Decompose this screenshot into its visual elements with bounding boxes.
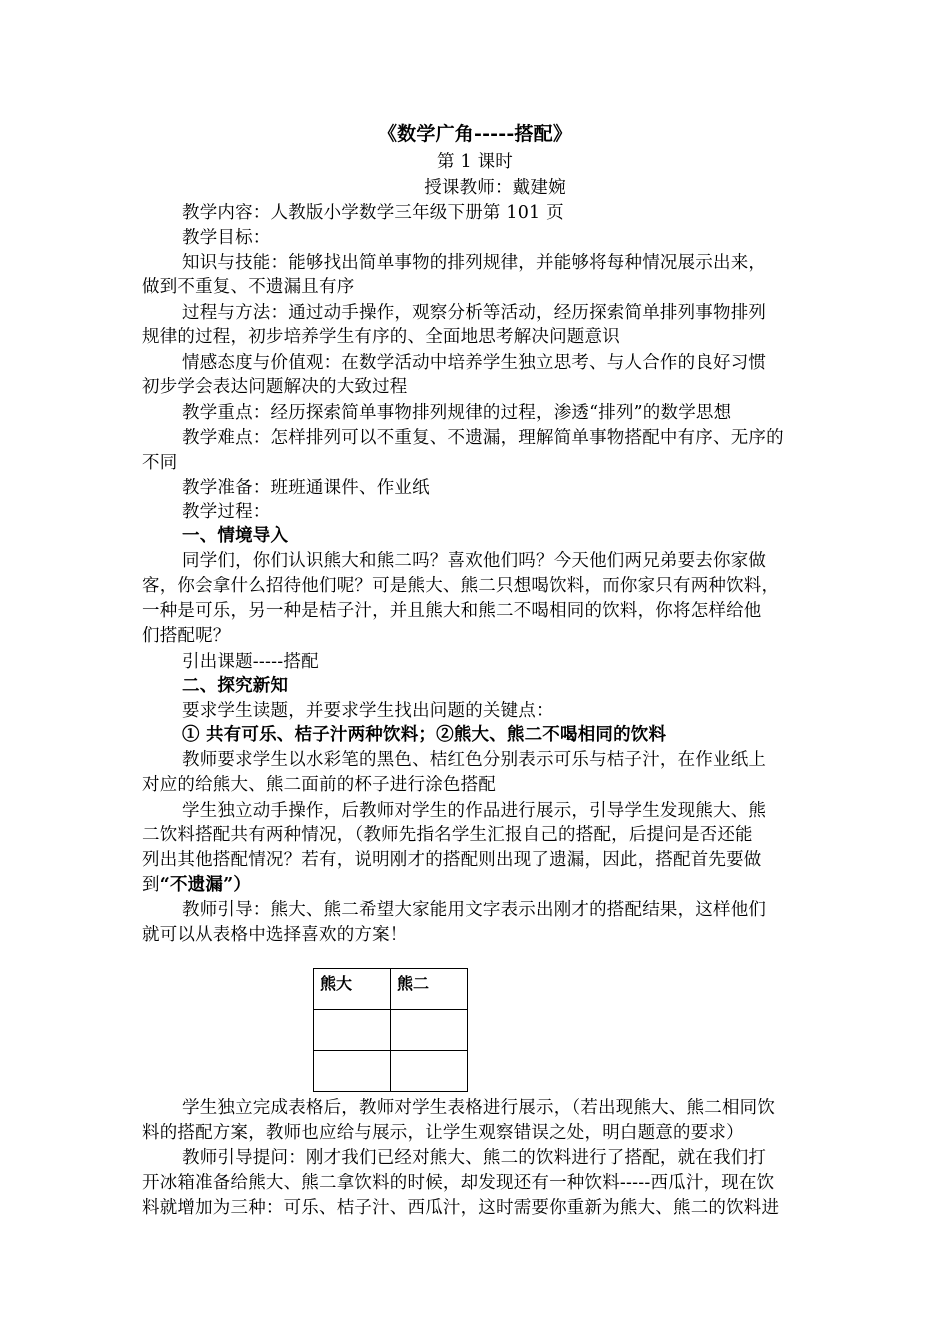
table-cell [391, 1010, 468, 1051]
document-title: 《数学广角-----搭配》 [377, 123, 573, 145]
paragraph-line: 二饮料搭配共有两种情况，（教师先指名学生汇报自己的搭配，后提问是否还能 [142, 825, 753, 845]
paragraph-line: 过程与方法：通过动手操作，观察分析等活动，经历探索简单排列事物排列 [182, 303, 767, 323]
paragraph-line: 教学过程： [182, 502, 271, 522]
paragraph-line: 初步学会表达问题解决的大致过程 [142, 377, 408, 397]
paragraph-line: 教学难点：怎样排列可以不重复、不遗漏，理解简单事物搭配中有序、无序的 [182, 428, 784, 448]
paragraph-line: 对应的给熊大、熊二面前的杯子进行涂色搭配 [142, 775, 496, 795]
table-row [314, 1010, 468, 1051]
emphasis-text: “不遗漏”） [159, 875, 252, 895]
paragraph-line: 教学内容：人教版小学数学三年级下册第 101 页 [182, 203, 564, 223]
paragraph-line: 学生独立完成表格后，教师对学生表格进行展示，（若出现熊大、熊二相同饮 [182, 1098, 776, 1118]
paragraph-line: 学生独立动手操作，后教师对学生的作品进行展示，引导学生发现熊大、熊 [182, 801, 767, 821]
paragraph-line: 情感态度与价值观：在数学活动中培养学生独立思考、与人合作的良好习惯 [182, 353, 767, 373]
paragraph-line: 料的搭配方案，教师也应给与展示，让学生观察错误之处，明白题意的要求） [142, 1123, 744, 1143]
paragraph-line: 引出课题-----搭配 [182, 652, 319, 672]
section-heading: 二、探究新知 [182, 676, 289, 696]
paragraph-line: 要求学生读题，并要求学生找出问题的关键点： [182, 701, 554, 721]
paragraph-line: 规律的过程，初步培养学生有序的、全面地思考解决问题意识 [142, 327, 620, 347]
paragraph-line: 知识与技能：能够找出简单事物的排列规律，并能够将每种情况展示出来， [182, 253, 767, 273]
paragraph-line: 教师引导：熊大、熊二希望大家能用文字表示出刚才的搭配结果，这样他们 [182, 900, 767, 920]
paragraph-line: 同学们，你们认识熊大和熊二吗？喜欢他们吗？今天他们两兄弟要去你家做 [182, 551, 767, 571]
table-cell [391, 1051, 468, 1092]
table-cell [314, 1051, 391, 1092]
paragraph-text: 到 [142, 875, 160, 895]
teacher-name: 授课教师：戴建婉 [424, 178, 566, 198]
pairing-table [313, 968, 468, 1092]
paragraph-line: 料就增加为三种：可乐、桔子汁、西瓜汁，这时需要你重新为熊大、熊二的饮料进 [142, 1198, 780, 1218]
table-header-cell: 熊二 [391, 969, 468, 1010]
paragraph-line: 教师要求学生以水彩笔的黑色、桔红色分别表示可乐与桔子汁，在作业纸上 [182, 750, 767, 770]
paragraph-line: 教学目标： [182, 228, 271, 248]
paragraph-line: 列出其他搭配情况？若有，说明刚才的搭配则出现了遗漏，因此，搭配首先要做 [142, 850, 762, 870]
lesson-number: 第 1 课时 [437, 152, 513, 172]
paragraph-line: 教师引导提问：刚才我们已经对熊大、熊二的饮料进行了搭配，就在我们打 [182, 1148, 767, 1168]
paragraph-line [142, 873, 812, 897]
paragraph-line: 客，你会拿什么招待他们呢？可是熊大、熊二只想喝饮料，而你家只有两种饮料， [142, 576, 780, 596]
table-row [314, 1051, 468, 1092]
paragraph-line: 就可以从表格中选择喜欢的方案！ [142, 925, 408, 945]
section-heading: 一、情境导入 [182, 526, 289, 546]
table-cell [314, 1010, 391, 1051]
table-header-row [314, 969, 468, 1010]
paragraph-line: 开冰箱准备给熊大、熊二拿饮料的时候，却发现还有一种饮料-----西瓜汁，现在饮 [142, 1173, 775, 1193]
paragraph-line: 做到不重复、不遗漏且有序 [142, 277, 355, 297]
paragraph-line: 教学准备：班班通课件、作业纸 [182, 478, 430, 498]
paragraph-line: 教学重点：经历探索简单事物排列规律的过程，渗透“排列”的数学思想 [182, 403, 732, 423]
table-header-cell: 熊大 [314, 969, 391, 1010]
key-points: ① 共有可乐、桔子汁两种饮料；②熊大、熊二不喝相同的饮料 [182, 725, 667, 745]
paragraph-line: 们搭配呢？ [142, 626, 231, 646]
paragraph-line: 不同 [142, 453, 178, 473]
paragraph-line: 一种是可乐，另一种是桔子汁，并且熊大和熊二不喝相同的饮料，你将怎样给他 [142, 601, 762, 621]
